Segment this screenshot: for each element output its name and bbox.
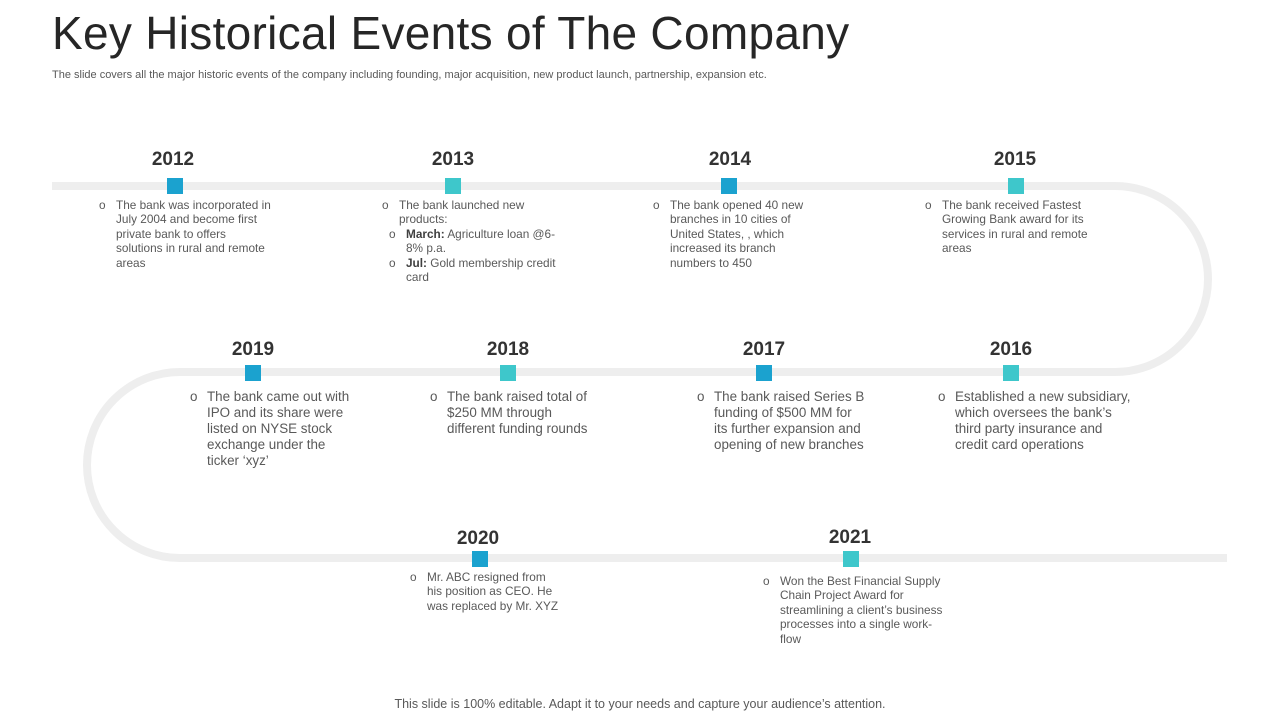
event-description-2016 [938, 389, 1133, 453]
event-item: o Mr. ABC resigned from his position as CEO. He was replaced by Mr. XYZ [410, 570, 560, 613]
event-description-2013 [382, 198, 557, 284]
subitem-label: March: [406, 226, 445, 241]
event-item: o The bank opened 40 new branches in 10 cities of United States, , which increased its branch numbers to 450 [653, 198, 818, 270]
event-description-2014 [653, 198, 818, 270]
year-2019: 2019 [231, 339, 275, 360]
event-description-2020 [410, 570, 560, 613]
event-marker-2021 [843, 551, 859, 567]
event-item: o The bank raised Series B funding of $500 MM for its further expansion and opening of new branches [697, 389, 865, 453]
event-item: o The bank launched new products: [382, 198, 557, 227]
event-item: o The bank was incorporated in July 2004 and become first private bank to offers solutions in rural and remote areas [99, 198, 274, 270]
event-item: o Established a new subsidiary, which oversees the bank’s third party insurance and credit card operations [938, 389, 1133, 453]
year-2014: 2014 [708, 149, 752, 170]
footer-note: This slide is 100% editable. Adapt it to your needs and capture your audience’s attention. [394, 697, 886, 711]
year-2013: 2013 [431, 149, 475, 170]
page-title: Key Historical Events of The Company [52, 7, 850, 59]
year-2018: 2018 [486, 339, 530, 360]
event-marker-2012 [167, 178, 183, 194]
event-description-2017 [697, 389, 865, 453]
event-item: o Won the Best Financial Supply Chain Project Award for streamlining a client’s business processes into a single work-flow [763, 574, 953, 646]
year-2021: 2021 [828, 527, 872, 548]
year-2015: 2015 [993, 149, 1037, 170]
event-description-2019 [190, 389, 350, 469]
event-description-2021 [763, 574, 953, 646]
page-subtitle: The slide covers all the major historic events of the company including founding, major acquisition, new product launch, partnership, expansion etc. [52, 69, 767, 81]
event-item: o The bank raised total of $250 MM through different funding rounds [430, 389, 598, 437]
subitem-text: Gold membership credit card [406, 255, 556, 285]
event-marker-2014 [721, 178, 737, 194]
year-2020: 2020 [456, 528, 500, 549]
year-2016: 2016 [989, 339, 1033, 360]
event-marker-2018 [500, 365, 516, 381]
event-item: o The bank received Fastest Growing Bank award for its services in rural and remote areas [925, 198, 1110, 256]
event-description-2018 [430, 389, 598, 437]
subitem-label: Jul: [406, 255, 427, 270]
event-marker-2020 [472, 551, 488, 567]
event-marker-2016 [1003, 365, 1019, 381]
event-marker-2015 [1008, 178, 1024, 194]
event-subitem [389, 227, 557, 256]
event-marker-2017 [756, 365, 772, 381]
event-marker-2019 [245, 365, 261, 381]
event-item: o The bank came out with IPO and its share were listed on NYSE stock exchange under the ticker ‘xyz’ [190, 389, 350, 469]
year-2017: 2017 [742, 339, 786, 360]
event-description-2012 [99, 198, 274, 270]
event-description-2015 [925, 198, 1110, 256]
year-2012: 2012 [151, 149, 195, 170]
subitem-text: Agriculture loan @6-8% p.a. [406, 226, 556, 256]
event-subitem [389, 256, 557, 285]
event-marker-2013 [445, 178, 461, 194]
